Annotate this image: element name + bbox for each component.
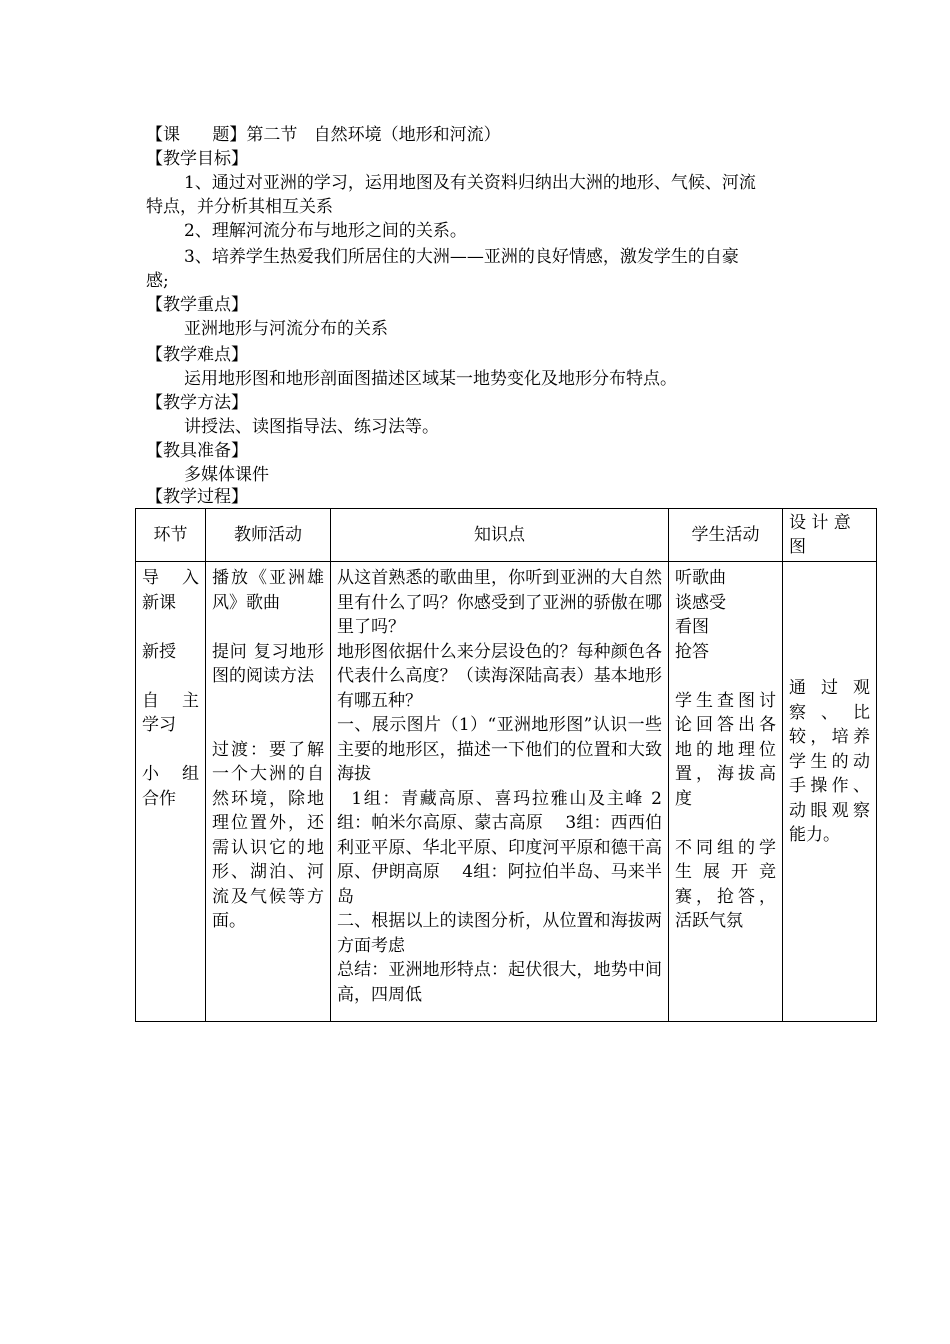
teacher-question-review: 提问 复习地形图的阅读方法 <box>212 641 324 686</box>
header-stage: 环节 <box>136 509 206 562</box>
knowledge-map-questions: 地形图依据什么来分层设色的？每种颜色各代表什么高度？（读海深陆高表）基本地形有哪五种？ <box>337 641 662 711</box>
student-discuss: 学生查图讨论回答出各地的地理位置，海拔高度 <box>675 690 776 809</box>
teacher-activity-cell <box>206 562 331 1022</box>
student-activity-cell <box>669 562 783 1022</box>
student-compete: 不同组的学生展开竞赛，抢答，活跃气氛 <box>675 837 776 931</box>
key-points-heading: 【教学重点】 <box>146 295 248 315</box>
method-heading: 【教学方法】 <box>146 393 248 413</box>
header-design-intent: 设 计 意 图 <box>783 509 877 562</box>
goal-3-line-1: 3、培养学生热爱我们所居住的大洲——亚洲的良好情感，激发学生的自豪 <box>184 247 739 267</box>
goals-heading: 【教学目标】 <box>146 149 248 169</box>
method-text: 讲授法、读图指导法、练习法等。 <box>184 417 439 437</box>
knowledge-group-tasks: 1组：青藏高原、喜玛拉雅山及主峰 2组：帕米尔高原、蒙古高原 3组：西西伯利亚平原、华北平原、印度河平原和德干高原、伊朗高原 4组：阿拉伯半岛、马来半岛 <box>337 788 662 907</box>
knowledge-song-questions: 从这首熟悉的歌曲里，你听到亚洲的大自然里有什么了吗？你感受到了亚洲的骄傲在哪里了吗？ <box>337 568 662 637</box>
header-knowledge-points: 知识点 <box>331 509 669 562</box>
header-student-activity: 学生活动 <box>669 509 783 562</box>
stage-cell <box>136 562 206 1022</box>
key-points-text: 亚洲地形与河流分布的关系 <box>184 319 388 339</box>
table-header-row <box>136 509 877 562</box>
process-heading: 【教学过程】 <box>146 487 248 507</box>
tools-text: 多媒体课件 <box>184 465 269 485</box>
student-share: 谈感受 <box>675 592 726 613</box>
design-intent-text: 通过观察、比较，培养学生的动手操作、动眼观察能力。 <box>789 678 870 845</box>
design-intent-cell <box>783 562 877 1022</box>
teaching-process-table <box>135 508 877 1022</box>
teacher-play-song: 播放《亚洲雄风》歌曲 <box>212 568 324 613</box>
knowledge-map-display: 一、展示图片（1）“亚洲地形图”认识一些主要的地形区，描述一下他们的位置和大致海拔 <box>337 715 662 784</box>
student-view-map: 看图 <box>675 617 709 637</box>
teacher-transition: 过渡：要了解一个大洲的自然环境，除地理位置外，还需认识它的地形、湖泊、河流及气候等方面。 <box>212 739 324 931</box>
goal-1-line-2: 特点，并分析其相互关系 <box>146 197 333 217</box>
goal-3-line-2: 感; <box>146 271 169 291</box>
student-answer: 抢答 <box>675 641 709 662</box>
knowledge-points-cell <box>331 562 669 1022</box>
goal-2: 2、理解河流分布与地形之间的关系。 <box>184 221 467 241</box>
table-body-row <box>136 562 877 1022</box>
stage-self-study: 自 主 学习 <box>142 690 205 735</box>
header-teacher-activity: 教师活动 <box>206 509 331 562</box>
difficulty-heading: 【教学难点】 <box>146 345 248 365</box>
student-listen: 听歌曲 <box>675 568 726 588</box>
stage-intro: 导 入 新课 <box>142 568 205 613</box>
knowledge-analysis: 二、根据以上的读图分析，从位置和海拔两方面考虑 <box>337 911 662 956</box>
stage-group-work: 小 组 合作 <box>142 764 205 809</box>
topic-line: 【课 题】第二节 自然环境（地形和河流） <box>146 125 501 145</box>
goal-1-line-1: 1、通过对亚洲的学习，运用地图及有关资料归纳出大洲的地形、气候、河流 <box>184 173 756 193</box>
tools-heading: 【教具准备】 <box>146 441 248 461</box>
stage-new-lesson: 新授 <box>142 641 176 662</box>
knowledge-summary: 总结：亚洲地形特点：起伏很大，地势中间高，四周低 <box>337 960 662 1005</box>
difficulty-text: 运用地形图和地形剖面图描述区域某一地势变化及地形分布特点。 <box>184 369 677 389</box>
